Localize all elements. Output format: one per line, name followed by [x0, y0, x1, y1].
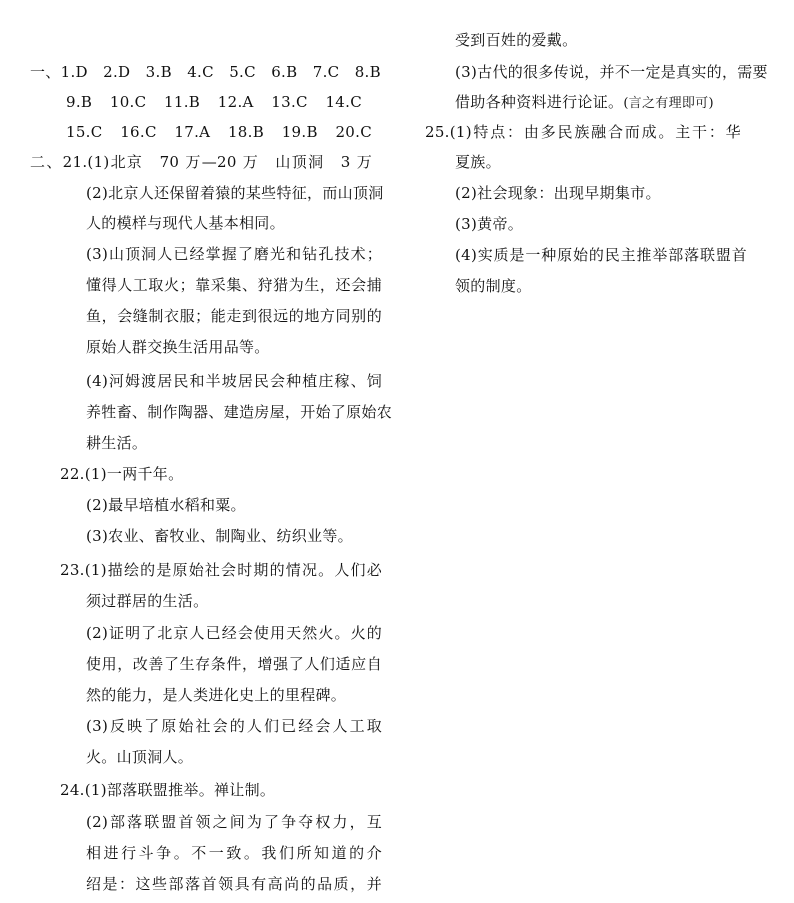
q21-heading: 二、21.(1)北京 70 万—20 万 山顶洞 3 万: [30, 153, 372, 171]
choice-answers-row-2: 9.B 10.C 11.B 12.A 13.C 14.C: [66, 93, 362, 111]
choice-answers-row-3: 15.C 16.C 17.A 18.B 19.B 20.C: [66, 123, 372, 141]
q25-part2: (2)社会现象：出现早期集市。: [455, 184, 661, 202]
q21-part4-line3: 耕生活。: [86, 434, 148, 452]
q25-part1-line1: 25.(1)特点：由多民族融合而成。主干：华: [425, 123, 741, 141]
q23-part3-line1: (3)反映了原始社会的人们已经会人工取: [86, 717, 382, 735]
q23-part1-line2: 须过群居的生活。: [86, 592, 209, 610]
q21-part2-line2: 人的模样与现代人基本相同。: [86, 214, 285, 232]
q23-part2-line1: (2)证明了北京人已经会使用天然火。火的: [86, 624, 382, 642]
q21-part2-line1: (2)北京人还保留着猿的某些特征，而山顶洞: [86, 184, 384, 202]
q21-part3-line1: (3)山顶洞人已经掌握了磨光和钻孔技术；: [86, 245, 382, 263]
q21-part3-line2: 懂得人工取火；靠采集、狩猎为生，还会捕: [86, 276, 382, 294]
q23-part2-line3: 然的能力，是人类进化史上的里程碑。: [86, 686, 347, 704]
q23-part3-line2: 火。山顶洞人。: [86, 748, 194, 766]
q24-part2-continued: 受到百姓的爱戴。: [455, 31, 578, 49]
q24-part2-line3: 绍是：这些部落首领具有高尚的品质，并: [86, 875, 382, 893]
q25-part4-line1: (4)实质是一种原始的民主推举部落联盟首: [455, 246, 747, 264]
q24-part2-line1: (2)部落联盟首领之间为了争夺权力，互: [86, 813, 382, 831]
q24-part3-line1: (3)古代的很多传说，并不一定是真实的，需要: [455, 63, 768, 81]
q25-part4-line2: 领的制度。: [455, 277, 532, 295]
q25-part3: (3)黄帝。: [455, 215, 524, 233]
choice-answers-row-1: 一、1.D 2.D 3.B 4.C 5.C 6.B 7.C 8.B: [30, 63, 381, 81]
q23-part1-line1: 23.(1)描绘的是原始社会时期的情况。人们必: [60, 561, 382, 579]
q23-part2-line2: 使用，改善了生存条件，增强了人们适应自: [86, 655, 382, 673]
q21-part3-line4: 原始人群交换生活用品等。: [86, 338, 270, 356]
q21-part3-line3: 鱼，会缝制衣服；能走到很远的地方同别的: [86, 307, 382, 325]
q24-part2-line2: 相进行斗争。不一致。我们所知道的介: [86, 844, 382, 862]
grading-note: (言之有理即可): [623, 96, 714, 111]
q25-part1-line2: 夏族。: [455, 153, 501, 171]
q24-part1: 24.(1)部落联盟推举。禅让制。: [60, 781, 276, 799]
q24-part3-text: 借助各种资料进行论证。: [455, 93, 624, 111]
q22-part3: (3)农业、畜牧业、制陶业、纺织业等。: [86, 527, 353, 545]
q21-part4-line2: 养牲畜、制作陶器、建造房屋，开始了原始农: [86, 403, 393, 421]
q22-part2: (2)最早培植水稻和粟。: [86, 496, 246, 514]
q21-part4-line1: (4)河姆渡居民和半坡居民会种植庄稼、饲: [86, 372, 382, 390]
q24-part3-line2: [455, 92, 714, 114]
q22-part1: 22.(1)一两千年。: [60, 465, 184, 483]
